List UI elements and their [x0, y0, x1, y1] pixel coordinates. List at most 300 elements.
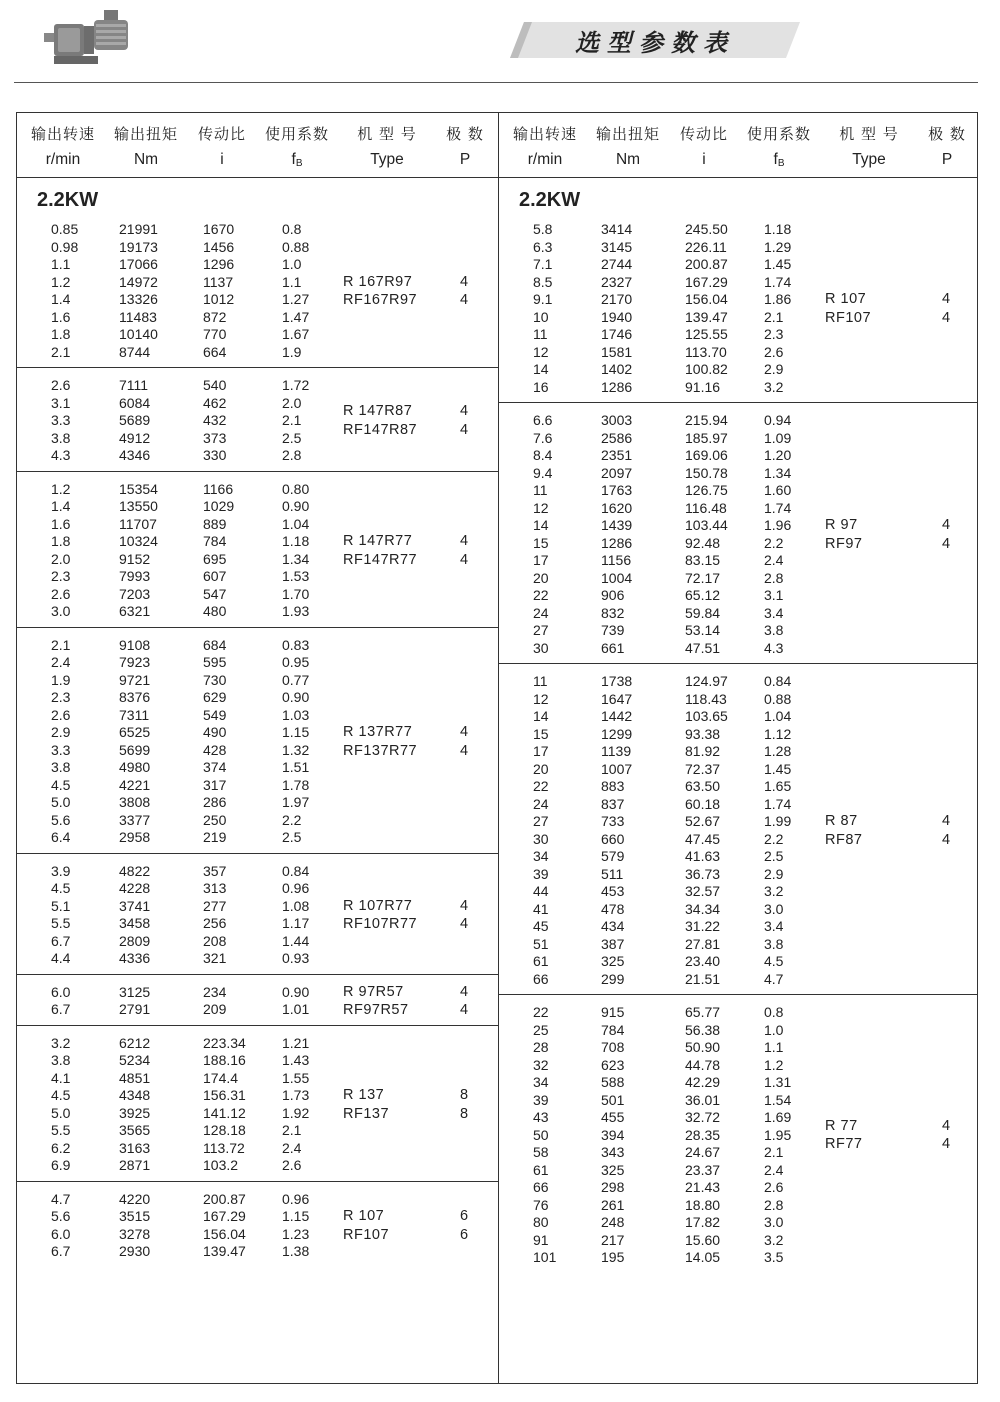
speed-cell: 43: [533, 1109, 549, 1125]
table-row: [499, 901, 978, 919]
speed-cell: 3.3: [51, 741, 71, 758]
model-group: [17, 853, 498, 975]
table-row: [17, 586, 498, 604]
ratio-cell: 17.82: [685, 1214, 721, 1230]
table-row: [17, 950, 498, 968]
speed-cell: 10: [533, 308, 549, 325]
table-row: [17, 603, 498, 621]
table-row: [17, 221, 498, 239]
table-row: [499, 239, 978, 257]
header-cell: [257, 113, 337, 177]
service-factor-cell: 0.8: [764, 1004, 784, 1020]
service-factor-cell: 2.5: [282, 829, 302, 845]
table-row: [17, 430, 498, 448]
header-cn: 极 数: [928, 125, 966, 143]
table-row: [17, 759, 498, 777]
table-row: [499, 1249, 978, 1267]
ratio-cell: 42.29: [685, 1074, 721, 1090]
speed-cell: 15: [533, 534, 549, 551]
ratio-cell: 480: [203, 603, 227, 619]
torque-cell: 15354: [119, 480, 158, 497]
speed-cell: 4.3: [51, 447, 71, 463]
ratio-cell: 44.78: [685, 1056, 721, 1073]
torque-cell: 3145: [601, 238, 633, 255]
header-unit: r/min: [527, 151, 563, 168]
table-row: [17, 1105, 498, 1123]
header-unit: Type: [852, 151, 886, 168]
pole-count-label: 6: [460, 1226, 469, 1243]
ratio-cell: 83.15: [685, 552, 721, 568]
table-row: [17, 829, 498, 847]
speed-cell: 20: [533, 569, 549, 586]
torque-cell: 623: [601, 1056, 625, 1073]
table-row: [17, 1243, 498, 1261]
torque-cell: 906: [601, 587, 625, 603]
speed-cell: 6.6: [533, 412, 553, 428]
torque-cell: 13550: [119, 498, 158, 514]
speed-cell: 66: [533, 970, 549, 987]
torque-cell: 3808: [119, 794, 151, 810]
torque-cell: 21991: [119, 221, 158, 237]
torque-cell: 299: [601, 970, 625, 987]
speed-cell: 14: [533, 517, 549, 533]
pole-count-label: 8: [460, 1105, 469, 1122]
service-factor-cell: 1.45: [764, 760, 792, 777]
table-row: [499, 1039, 978, 1057]
table-row: [499, 412, 978, 430]
speed-cell: 7.6: [533, 429, 553, 446]
header-cell: [824, 113, 914, 177]
torque-cell: 9108: [119, 636, 151, 653]
header-en: [739, 151, 819, 169]
ratio-cell: 27.81: [685, 935, 721, 952]
torque-cell: 10324: [119, 533, 158, 549]
ratio-cell: 317: [203, 776, 227, 793]
torque-cell: 7993: [119, 568, 151, 584]
ratio-cell: 34.34: [685, 900, 721, 917]
speed-cell: 4.5: [51, 776, 71, 793]
table-row: [499, 500, 978, 518]
speed-cell: 11: [533, 673, 548, 689]
ratio-cell: 188.16: [203, 1052, 246, 1068]
service-factor-cell: 2.2: [282, 811, 302, 828]
torque-cell: 5689: [119, 412, 151, 428]
ratio-cell: 32.57: [685, 883, 721, 899]
service-factor-cell: 1.86: [764, 291, 792, 307]
table-row: [17, 898, 498, 916]
table-row: [499, 1179, 978, 1197]
speed-cell: 2.1: [51, 636, 71, 653]
ratio-cell: 23.40: [685, 953, 721, 969]
ratio-cell: 250: [203, 811, 227, 828]
table-row: [499, 761, 978, 779]
speed-cell: 41: [533, 900, 549, 917]
service-factor-cell: 1.60: [764, 482, 792, 498]
service-factor-cell: 3.0: [764, 900, 784, 917]
ratio-cell: 91.16: [685, 378, 721, 395]
model-group: [499, 177, 978, 403]
service-factor-cell: 3.2: [764, 1231, 784, 1248]
service-factor-cell: 0.96: [282, 1190, 310, 1207]
service-factor-cell: 0.83: [282, 636, 310, 653]
torque-cell: 1286: [601, 534, 633, 551]
header-cell: [505, 113, 585, 177]
speed-cell: 14: [533, 708, 549, 724]
ratio-cell: 208: [203, 932, 227, 949]
service-factor-cell: 2.4: [764, 552, 784, 568]
service-factor-cell: 2.6: [764, 1179, 784, 1195]
speed-cell: 6.7: [51, 1243, 71, 1259]
torque-cell: 579: [601, 848, 625, 864]
torque-cell: 511: [601, 865, 624, 882]
model-group: [17, 177, 498, 368]
service-factor-cell: 2.6: [282, 1157, 302, 1173]
torque-cell: 2586: [601, 429, 633, 446]
header-en: [505, 151, 585, 169]
service-factor-cell: 1.55: [282, 1069, 310, 1086]
service-factor-cell: 3.4: [764, 918, 784, 934]
torque-cell: 501: [601, 1091, 625, 1108]
table-row: [17, 742, 498, 760]
table-row: [499, 1232, 978, 1250]
table-row: [499, 1214, 978, 1232]
torque-cell: 3414: [601, 221, 633, 237]
ratio-cell: 169.06: [685, 447, 728, 463]
ratio-cell: 330: [203, 447, 227, 463]
speed-cell: 0.85: [51, 221, 79, 237]
service-factor-cell: 1.73: [282, 1087, 310, 1103]
table-row: [17, 447, 498, 465]
service-factor-cell: 1.44: [282, 932, 310, 949]
table-row: [499, 326, 978, 344]
torque-cell: 2744: [601, 256, 633, 272]
column-header-right: [499, 113, 978, 178]
speed-cell: 9.4: [533, 464, 553, 481]
speed-cell: 8.5: [533, 273, 553, 290]
table-row: [17, 689, 498, 707]
table-row: [17, 568, 498, 586]
ratio-cell: 72.37: [685, 760, 721, 777]
model-type-label: RF147R77: [343, 551, 418, 568]
speed-cell: 4.7: [51, 1190, 71, 1207]
table-row: [499, 1022, 978, 1040]
torque-cell: 1763: [601, 482, 633, 498]
speed-cell: 4.5: [51, 880, 71, 896]
service-factor-cell: 4.3: [764, 639, 784, 656]
ratio-cell: 118.43: [685, 690, 727, 707]
table-row: [17, 481, 498, 499]
ratio-cell: 889: [203, 515, 227, 532]
service-factor-cell: 1.67: [282, 326, 310, 342]
header-cn: 输出转速: [512, 125, 577, 143]
ratio-cell: 1166: [203, 480, 234, 497]
ratio-cell: 59.84: [685, 604, 721, 621]
ratio-cell: 32.72: [685, 1109, 721, 1125]
speed-cell: 2.1: [51, 343, 71, 360]
speed-cell: 3.8: [51, 759, 71, 775]
table-row: [499, 291, 978, 309]
table-row: [17, 344, 498, 362]
header-cell: [669, 113, 739, 177]
torque-cell: 7111: [119, 377, 149, 393]
speed-cell: 12: [533, 343, 549, 360]
service-factor-cell: 1.53: [282, 568, 310, 584]
table-row: [17, 377, 498, 395]
header-cell: [342, 113, 432, 177]
service-factor-cell: 0.90: [282, 498, 310, 514]
speed-cell: 51: [533, 935, 549, 952]
ratio-cell: 1456: [203, 238, 235, 255]
table-row: [499, 587, 978, 605]
torque-cell: 7311: [119, 706, 150, 723]
ratio-cell: 81.92: [685, 743, 721, 759]
service-factor-cell: 1.54: [764, 1091, 792, 1108]
speed-cell: 6.0: [51, 983, 71, 1000]
ratio-cell: 156.31: [203, 1087, 246, 1103]
model-type-label: R 137: [343, 1087, 385, 1103]
torque-cell: 13326: [119, 291, 158, 307]
header-cn: 机 型 号: [839, 125, 899, 143]
speed-cell: 4.4: [51, 950, 71, 966]
speed-cell: 5.8: [533, 221, 553, 237]
speed-cell: 27: [533, 813, 549, 829]
service-factor-cell: 2.6: [764, 343, 784, 360]
model-type-label: RF97: [825, 535, 863, 552]
ratio-cell: 219: [203, 829, 227, 845]
speed-cell: 30: [533, 639, 549, 656]
service-factor-cell: 1.34: [282, 550, 310, 567]
title-banner: [510, 22, 800, 58]
model-type-label: RF137: [343, 1105, 390, 1122]
header-cn: 输出扭矩: [113, 125, 178, 143]
ratio-cell: 141.12: [203, 1104, 246, 1121]
torque-cell: 10140: [119, 326, 158, 342]
service-factor-cell: 1.18: [764, 221, 792, 237]
ratio-cell: 15.60: [685, 1231, 721, 1248]
ratio-cell: 103.65: [685, 708, 728, 724]
service-factor-cell: 1.99: [764, 813, 792, 829]
speed-cell: 2.6: [51, 377, 71, 393]
ratio-cell: 234: [203, 983, 227, 1000]
torque-cell: 784: [601, 1021, 625, 1038]
torque-cell: 455: [601, 1109, 625, 1125]
ratio-cell: 28.35: [685, 1126, 721, 1143]
ratio-cell: 36.73: [685, 865, 721, 882]
table-row: [17, 672, 498, 690]
ratio-cell: 1029: [203, 498, 235, 514]
speed-cell: 5.5: [51, 1122, 71, 1138]
table-row: [499, 778, 978, 796]
ratio-cell: 428: [203, 741, 227, 758]
service-factor-cell: 2.4: [764, 1161, 784, 1178]
service-factor-cell: 0.90: [282, 689, 310, 705]
ratio-cell: 174.4: [203, 1069, 239, 1086]
torque-cell: 3125: [119, 983, 151, 1000]
torque-cell: 261: [601, 1196, 625, 1213]
ratio-cell: 65.77: [685, 1004, 721, 1020]
header-cell: [739, 113, 819, 177]
pole-count-label: 4: [460, 897, 469, 914]
header-en: [669, 151, 739, 169]
torque-cell: 915: [601, 1004, 625, 1020]
model-type-label: RF167R97: [343, 292, 418, 308]
ratio-cell: 286: [203, 794, 227, 810]
model-type-label: R 147R87: [343, 403, 413, 420]
table-row: [499, 1127, 978, 1145]
service-factor-cell: 1.09: [764, 429, 792, 446]
header-cell: [106, 113, 186, 177]
table-row: [17, 533, 498, 551]
ratio-cell: 223.34: [203, 1034, 246, 1051]
torque-cell: 3515: [119, 1208, 151, 1224]
speed-cell: 3.8: [51, 1052, 71, 1068]
header-en: [824, 151, 914, 169]
torque-cell: 2809: [119, 932, 151, 949]
service-factor-cell: 2.1: [764, 308, 784, 325]
torque-cell: 4912: [119, 429, 151, 446]
header-unit: P: [941, 151, 953, 168]
service-factor-cell: 1.15: [282, 724, 310, 740]
service-factor-cell: 1.17: [282, 915, 310, 931]
service-factor-cell: 1.0: [764, 1021, 784, 1038]
torque-cell: 4980: [119, 759, 151, 775]
speed-cell: 12: [533, 499, 549, 516]
model-group: [499, 402, 978, 664]
torque-cell: 7923: [119, 654, 151, 670]
table-row: [499, 1057, 978, 1075]
speed-cell: 5.5: [51, 915, 71, 931]
torque-cell: 4348: [119, 1087, 151, 1103]
service-factor-cell: 1.28: [764, 743, 792, 759]
ratio-cell: 200.87: [685, 256, 728, 272]
table-row: [499, 361, 978, 379]
service-factor-cell: 3.0: [764, 1214, 784, 1230]
speed-cell: 32: [533, 1056, 549, 1073]
torque-cell: 588: [601, 1074, 625, 1090]
table-row: [499, 971, 978, 989]
table-row: [17, 551, 498, 569]
service-factor-cell: 1.01: [282, 1001, 310, 1017]
power-label: 2.2KW: [519, 189, 581, 211]
header-cn: 使用系数: [264, 125, 329, 143]
speed-cell: 80: [533, 1214, 549, 1230]
header-unit: Nm: [133, 151, 159, 168]
ratio-cell: 695: [203, 550, 227, 567]
ratio-cell: 490: [203, 724, 227, 740]
table-row: [17, 516, 498, 534]
ratio-cell: 684: [203, 636, 227, 653]
header-en: [440, 151, 490, 169]
torque-cell: 708: [601, 1039, 625, 1055]
model-type-label: RF87: [825, 831, 863, 848]
table-row: [17, 933, 498, 951]
service-factor-cell: 2.1: [282, 1122, 302, 1138]
speed-cell: 45: [533, 918, 549, 934]
speed-cell: 0.98: [51, 238, 79, 255]
ratio-cell: 784: [203, 533, 227, 549]
torque-cell: 660: [601, 830, 625, 847]
speed-cell: 61: [533, 1161, 549, 1178]
ratio-cell: 125.55: [685, 326, 728, 342]
ratio-cell: 770: [203, 326, 227, 342]
speed-cell: 11: [533, 482, 548, 498]
speed-cell: 3.3: [51, 412, 71, 428]
header-cn: 极 数: [446, 125, 484, 143]
service-factor-cell: 1.38: [282, 1243, 310, 1259]
model-type-label: R 107R77: [343, 897, 413, 914]
speed-cell: 27: [533, 622, 549, 638]
model-type-label: RF107: [825, 309, 872, 326]
ratio-cell: 629: [203, 689, 227, 705]
pole-count-label: 8: [460, 1087, 469, 1103]
table-row: [17, 707, 498, 725]
speed-cell: 1.2: [51, 273, 71, 290]
ratio-cell: 65.12: [685, 587, 721, 603]
table-row: [17, 1226, 498, 1244]
header-en: [257, 151, 337, 169]
torque-cell: 4851: [119, 1069, 151, 1086]
torque-cell: 1647: [601, 690, 633, 707]
table-row: [17, 724, 498, 742]
model-group: [17, 471, 498, 628]
torque-cell: 6321: [119, 603, 151, 619]
ratio-cell: 215.94: [685, 412, 728, 428]
model-group: [17, 627, 498, 854]
table-row: [17, 1208, 498, 1226]
torque-cell: 343: [601, 1144, 625, 1160]
header-unit: i: [702, 151, 706, 168]
table-row: [499, 552, 978, 570]
speed-cell: 1.6: [51, 308, 71, 325]
service-factor-cell: 0.94: [764, 412, 792, 428]
speed-cell: 6.0: [51, 1225, 71, 1242]
table-row: [499, 517, 978, 535]
model-group: [17, 1025, 498, 1182]
table-row: [499, 831, 978, 849]
service-factor-cell: 1.12: [764, 725, 792, 742]
table-row: [17, 1052, 498, 1070]
service-factor-cell: 1.74: [764, 273, 792, 290]
torque-cell: 1004: [601, 569, 633, 586]
model-type-label: RF137R77: [343, 742, 418, 759]
model-type-label: RF97R57: [343, 1002, 409, 1018]
speed-cell: 39: [533, 1091, 549, 1108]
speed-cell: 24: [533, 604, 549, 621]
service-factor-cell: 1.1: [282, 273, 302, 290]
model-type-label: RF107: [343, 1226, 390, 1243]
torque-cell: 7203: [119, 585, 151, 602]
service-factor-cell: 2.4: [282, 1139, 302, 1156]
service-factor-cell: 2.5: [282, 429, 302, 446]
pole-count-label: 4: [942, 831, 951, 848]
column-header-left: [17, 113, 498, 178]
model-type-label: RF77: [825, 1136, 863, 1153]
service-factor-cell: 2.9: [764, 865, 784, 882]
header-cn: 传动比: [679, 125, 728, 143]
torque-cell: 837: [601, 795, 625, 812]
table-row: [17, 1035, 498, 1053]
power-label: 2.2KW: [37, 189, 99, 211]
model-group: [17, 367, 498, 472]
table-row: [17, 1087, 498, 1105]
service-factor-cell: 3.1: [764, 587, 784, 603]
service-factor-cell: 0.93: [282, 950, 310, 966]
speed-cell: 3.9: [51, 862, 71, 879]
torque-cell: 11707: [119, 515, 157, 532]
table-row: [17, 863, 498, 881]
ratio-cell: 432: [203, 412, 227, 428]
torque-cell: 1156: [601, 552, 632, 568]
